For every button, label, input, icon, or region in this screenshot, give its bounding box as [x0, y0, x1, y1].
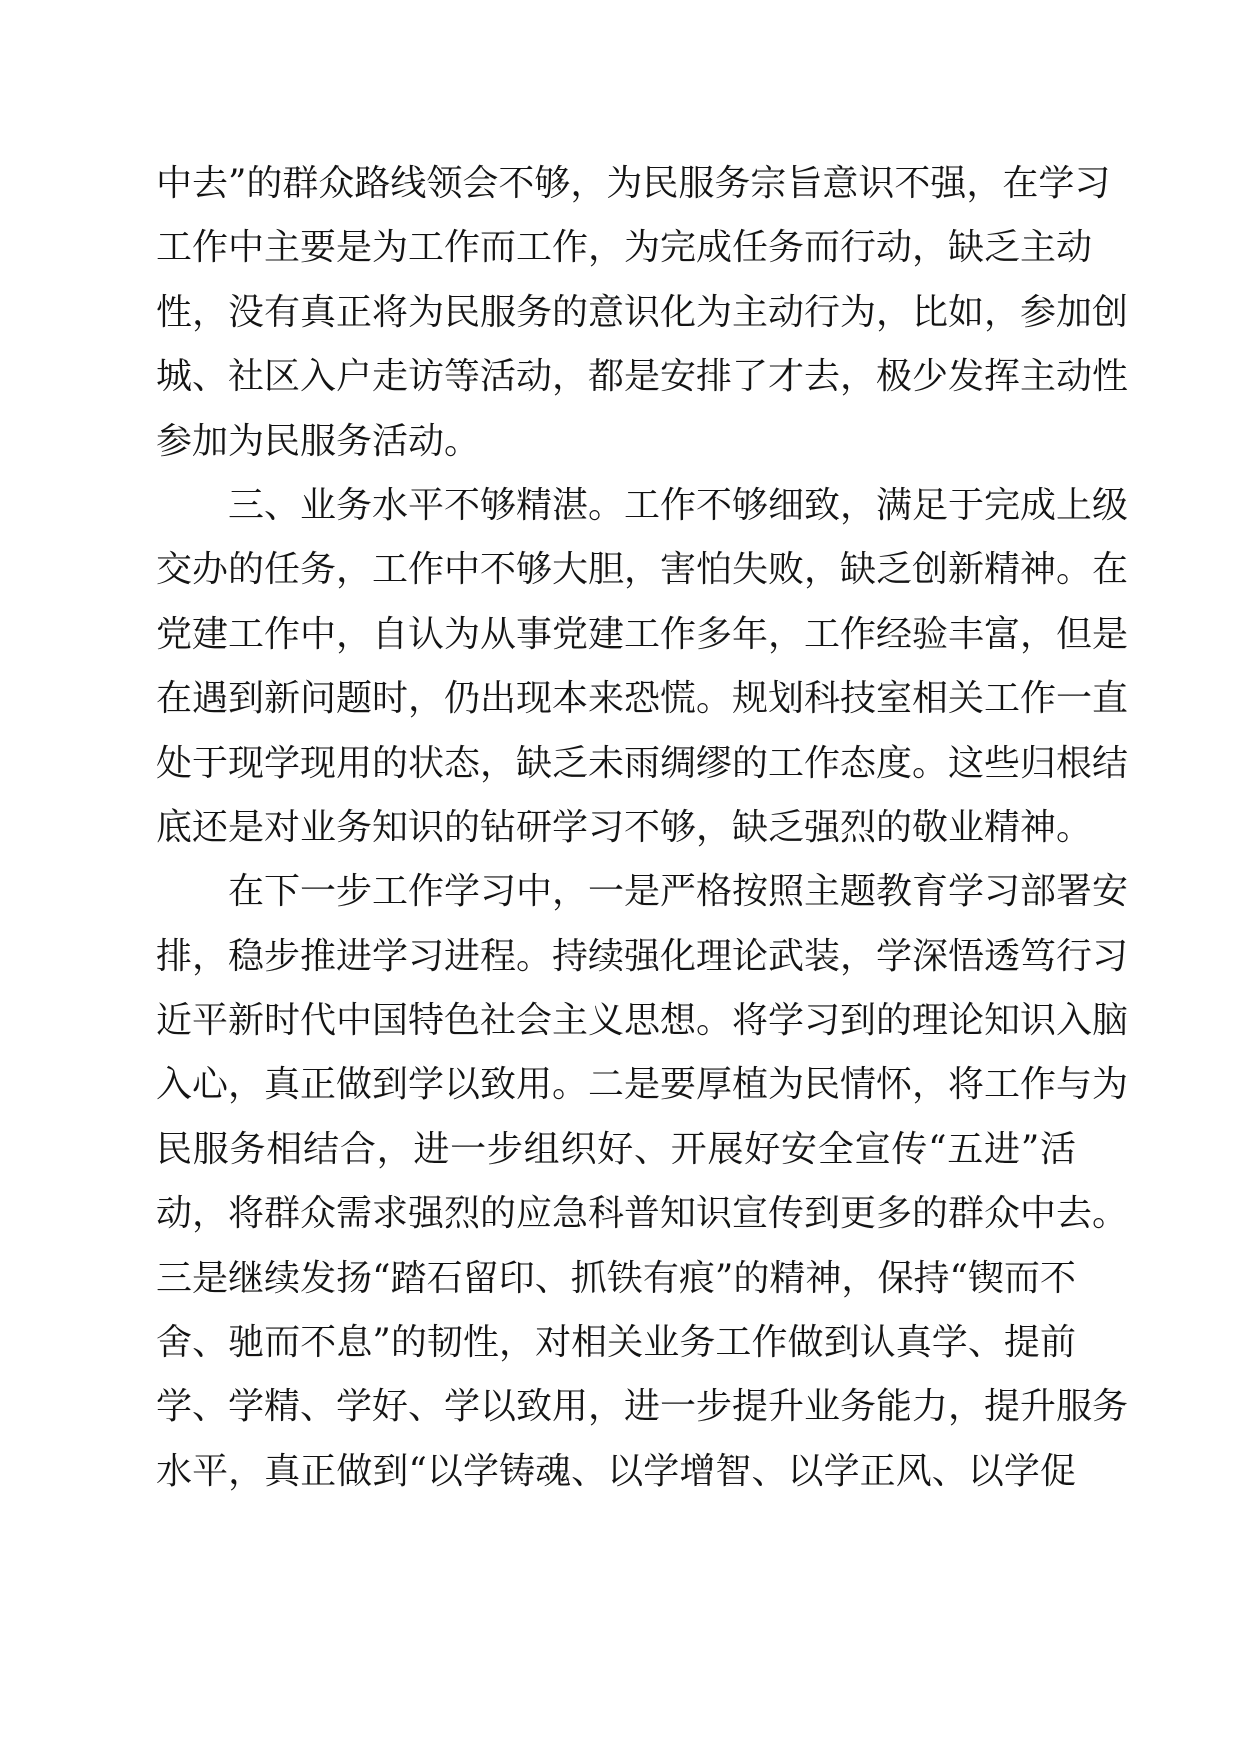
text-line: 性，没有真正将为民服务的意识化为主动行为，比如，参加创	[156, 291, 1129, 333]
text-line: 参加为民服务活动。	[156, 420, 481, 462]
text-line: 交办的任务，工作中不够大胆，害怕失败，缺乏创新精神。在	[156, 549, 1129, 591]
text-line: 入心，真正做到学以致用。二是要厚植为民情怀，将工作与为	[156, 1064, 1129, 1106]
text-line: 民服务相结合，进一步组织好、开展好安全宣传“五进”活	[156, 1128, 1076, 1170]
text-line: 水平，真正做到“以学铸魂、以学增智、以学正风、以学促	[156, 1450, 1076, 1492]
text-line: 在遇到新问题时，仍出现本来恐慌。规划科技室相关工作一直	[156, 678, 1129, 720]
text-line: 舍、驰而不息”的韧性，对相关业务工作做到认真学、提前	[156, 1322, 1076, 1364]
text-line: 工作中主要是为工作而工作，为完成任务而行动，缺乏主动	[156, 227, 1093, 269]
text-line: 党建工作中，自认为从事党建工作多年，工作经验丰富，但是	[156, 613, 1129, 655]
body-text	[156, 152, 1129, 1504]
text-line: 动，将群众需求强烈的应急科普知识宣传到更多的群众中去。	[156, 1193, 1129, 1235]
text-line: 近平新时代中国特色社会主义思想。将学习到的理论知识入脑	[156, 1000, 1129, 1042]
text-line: 三、业务水平不够精湛。工作不够细致，满足于完成上级	[156, 484, 1129, 526]
text-line: 在下一步工作学习中，一是严格按照主题教育学习部署安	[156, 871, 1129, 913]
text-line: 底还是对业务知识的钻研学习不够，缺乏强烈的敬业精神。	[156, 806, 1093, 848]
text-line: 排，稳步推进学习进程。持续强化理论武装，学深悟透笃行习	[156, 935, 1129, 977]
text-line: 中去”的群众路线领会不够，为民服务宗旨意识不强，在学习	[156, 163, 1111, 204]
text-line: 学、学精、学好、学以致用，进一步提升业务能力，提升服务	[156, 1386, 1129, 1428]
text-line: 处于现学现用的状态，缺乏未雨绸缪的工作态度。这些归根结	[156, 742, 1129, 784]
text-line: 城、社区入户走访等活动，都是安排了才去，极少发挥主动性	[156, 356, 1129, 398]
text-line: 三是继续发扬“踏石留印、抓铁有痕”的精神，保持“锲而不	[156, 1257, 1076, 1299]
